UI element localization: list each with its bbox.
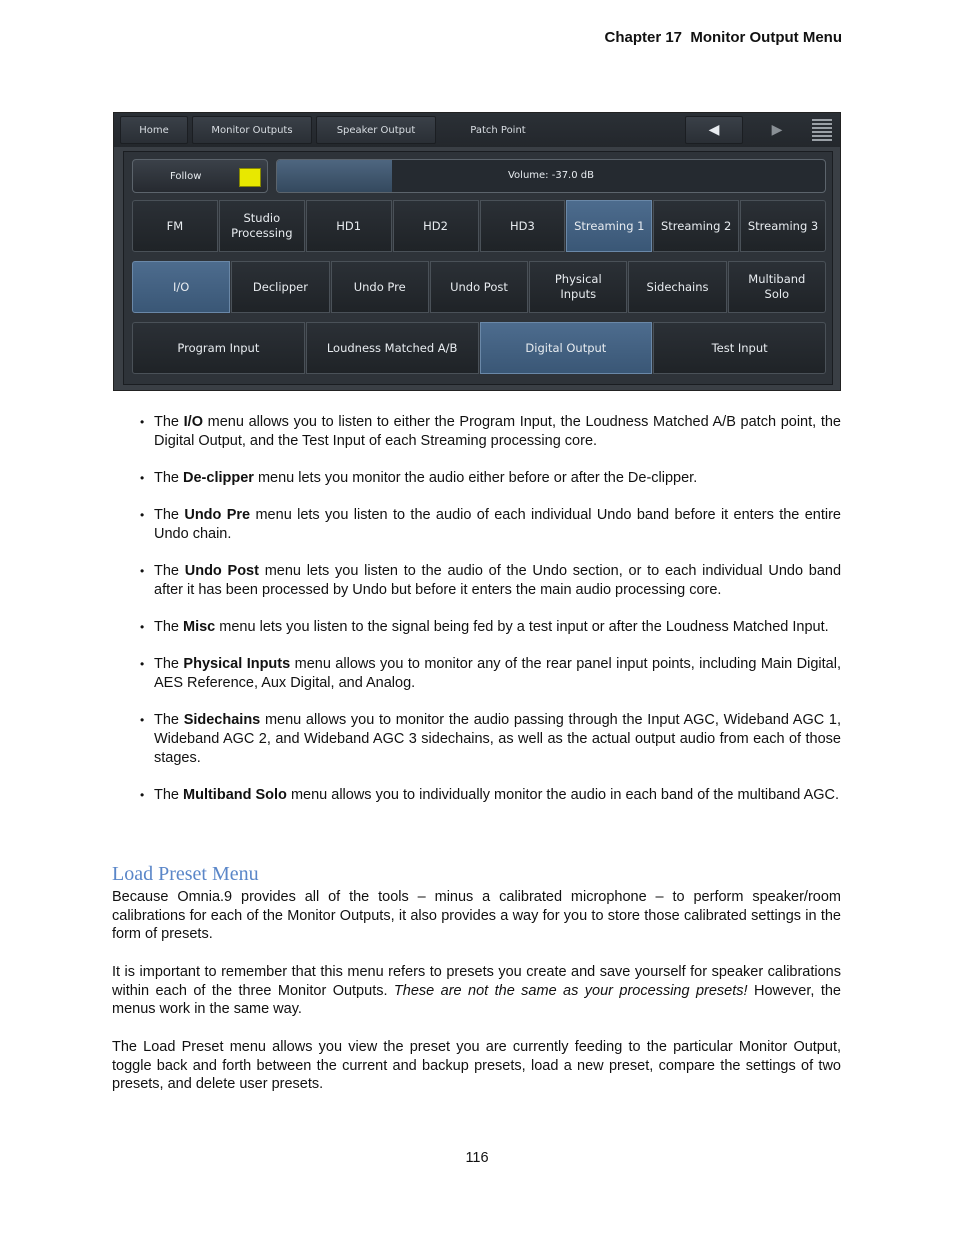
bullet-term: Physical Inputs	[183, 656, 291, 672]
bullet-text: menu lets you monitor the audio either before or after the De-clipper.	[253, 470, 698, 486]
paragraph-2	[112, 963, 841, 1019]
menu-button-label: Undo Post	[450, 279, 508, 294]
io-button-label: Digital Output	[525, 340, 607, 355]
paragraph-1: Because Omnia.9 provides all of the tools – minus a calibrated microphone – to perform speaker/room calibrations for each of the Monitor Outputs, it also provides a way for you to store those calibrated settings in the form of presets.	[112, 889, 841, 943]
io-program-input-button[interactable]	[132, 322, 305, 374]
follow-button[interactable]	[132, 159, 268, 193]
bullet-term: I/O	[183, 414, 203, 430]
follow-indicator	[239, 168, 261, 187]
section-title: Load Preset Menu	[112, 863, 259, 885]
chevron-left-icon: ◀	[708, 122, 720, 138]
bullet-term: Multiband Solo	[183, 787, 287, 803]
nav-monitor-outputs-button[interactable]: Monitor Outputs	[192, 116, 312, 144]
menu-declipper-button[interactable]	[231, 261, 329, 313]
volume-label: Volume: -37.0 dB	[507, 170, 594, 181]
menu-undo-pre-button[interactable]	[331, 261, 429, 313]
chevron-right-icon: ▶	[771, 122, 783, 138]
core-studio-processing-button[interactable]	[219, 200, 305, 252]
core-button-label: Streaming 2	[661, 218, 732, 233]
page-number: 116	[465, 1150, 489, 1166]
bullet-text: The	[154, 563, 185, 579]
core-streaming-1-button[interactable]	[566, 200, 652, 252]
menu-button-label: Declipper	[252, 279, 308, 294]
menu-description-list	[113, 413, 841, 823]
bullet-text: The	[154, 656, 184, 672]
paragraph-2-text-b: However, the menus work in the same way.	[112, 982, 841, 1018]
nav-bar	[114, 113, 840, 147]
bullet-term: Misc	[183, 619, 216, 635]
menu-sidechains-button[interactable]	[628, 261, 726, 313]
bullet-item	[113, 618, 841, 637]
io-digital-output-button[interactable]	[480, 322, 653, 374]
bullet-icon: •	[140, 713, 145, 727]
nav-speaker-output-button[interactable]: Speaker Output	[316, 116, 436, 144]
monitor-output-screenshot	[113, 112, 841, 391]
bullet-text: menu lets you listen to the audio of each individual Undo band before it enters the entire Undo chain.	[154, 507, 841, 542]
paragraph-2-text-a: It is important to remember that this menu refers to presets you create and save yourself for speaker calibrations within each of the three Monitor Outputs.	[112, 964, 841, 999]
menu-undo-post-button[interactable]	[430, 261, 528, 313]
menu-button-label: Multiband Solo	[748, 272, 806, 301]
forward-arrow-button[interactable]	[747, 116, 807, 144]
bullet-term: Undo Post	[184, 563, 259, 579]
menu-multiband-solo-button[interactable]	[728, 261, 826, 313]
core-button-label: FM	[166, 218, 184, 233]
chapter-header: Chapter 17 Monitor Output Menu	[604, 29, 842, 46]
bullet-icon: •	[140, 508, 145, 522]
io-button-label: Test Input	[711, 340, 768, 355]
core-button-label: HD1	[336, 218, 362, 233]
processing-core-row	[132, 200, 826, 252]
bullet-text: The	[154, 619, 184, 635]
menu-button-label: Physical Inputs	[554, 272, 602, 301]
core-hd1-button[interactable]	[306, 200, 392, 252]
monitor-menu-row	[132, 261, 826, 313]
menu-physical-inputs-button[interactable]	[529, 261, 627, 313]
menu-button-label: Undo Pre	[353, 279, 406, 294]
bullet-item	[113, 469, 841, 488]
menu-button-label: I/O	[172, 279, 190, 294]
bullet-term: De-clipper	[183, 470, 254, 486]
nav-home-button[interactable]: Home	[120, 116, 188, 144]
bullet-text: menu allows you to monitor the audio passing through the Input AGC, Wideband AGC 1, Wideband AGC 2, and Wideband AGC 3 sidechains, as well as the actual output audio from each of those stages.	[154, 712, 841, 766]
bullet-text: The	[154, 470, 184, 486]
bullet-term: Sidechains	[183, 712, 261, 728]
paragraph-2-italic: These are not the same as your processing presets!	[393, 982, 748, 999]
core-button-label: Studio Processing	[231, 211, 293, 240]
bullet-icon: •	[140, 657, 145, 671]
nav-patch-point-button[interactable]: Patch Point	[470, 124, 526, 136]
core-fm-button[interactable]	[132, 200, 218, 252]
bullet-item	[113, 711, 841, 768]
core-button-label: Streaming 1	[574, 218, 645, 233]
bullet-text: The	[154, 712, 184, 728]
io-button-label: Program Input	[177, 340, 260, 355]
menu-button-label: Sidechains	[646, 279, 709, 294]
bullet-text: menu lets you listen to the signal being fed by a test input or after the Loudness Matched Input.	[215, 619, 829, 635]
menu-i-o-button[interactable]	[132, 261, 230, 313]
io-loudness-matched-a-b-button[interactable]	[306, 322, 479, 374]
bullet-text: menu allows you to individually monitor the audio in each band of the multiband AGC.	[286, 787, 840, 803]
volume-slider[interactable]	[276, 159, 826, 193]
follow-label: Follow	[170, 171, 202, 182]
bullet-item	[113, 562, 841, 600]
bullet-item	[113, 506, 841, 544]
bullet-text: menu lets you listen to the audio of the Undo section, or to each individual Undo band after it has been processed by Undo but before it enters the main audio processing core.	[154, 563, 842, 598]
back-arrow-button[interactable]	[685, 116, 743, 144]
bullet-icon: •	[140, 415, 145, 429]
bullet-text: The	[154, 507, 185, 523]
bullet-icon: •	[140, 788, 145, 802]
core-streaming-3-button[interactable]	[740, 200, 826, 252]
core-button-label: Streaming 3	[747, 218, 819, 233]
io-button-label: Loudness Matched A/B	[326, 340, 458, 355]
monitor-panel	[123, 151, 833, 385]
bullet-item	[113, 655, 841, 693]
bullet-text: menu allows you to monitor any of the rear panel input points, including Main Digital, AES Reference, Aux Digital, and Analog.	[154, 656, 841, 691]
bullet-text: The	[154, 414, 184, 430]
io-test-input-button[interactable]	[653, 322, 826, 374]
bullet-text: menu allows you to listen to either the Program Input, the Loudness Matched A/B patch point, the Digital Output, and the Test Input of each Streaming processing core.	[154, 414, 841, 449]
core-hd3-button[interactable]	[480, 200, 566, 252]
core-button-label: HD3	[510, 218, 535, 233]
core-button-label: HD2	[423, 218, 448, 233]
bullet-item	[113, 413, 841, 451]
io-source-row	[132, 322, 826, 374]
bullet-term: Undo Pre	[184, 507, 251, 523]
core-streaming-2-button[interactable]	[653, 200, 739, 252]
bullet-item	[113, 786, 841, 805]
bullet-icon: •	[140, 471, 145, 485]
bullet-text: The	[154, 787, 184, 803]
menu-icon[interactable]	[812, 119, 832, 141]
core-hd2-button[interactable]	[393, 200, 479, 252]
bullet-icon: •	[140, 620, 145, 634]
paragraph-3: The Load Preset menu allows you view the preset you are currently feeding to the particular Monitor Output, toggle back and forth between the current and backup presets, load a new preset, compare the settings of two presets, and delete user presets.	[112, 1039, 841, 1093]
bullet-icon: •	[140, 564, 145, 578]
